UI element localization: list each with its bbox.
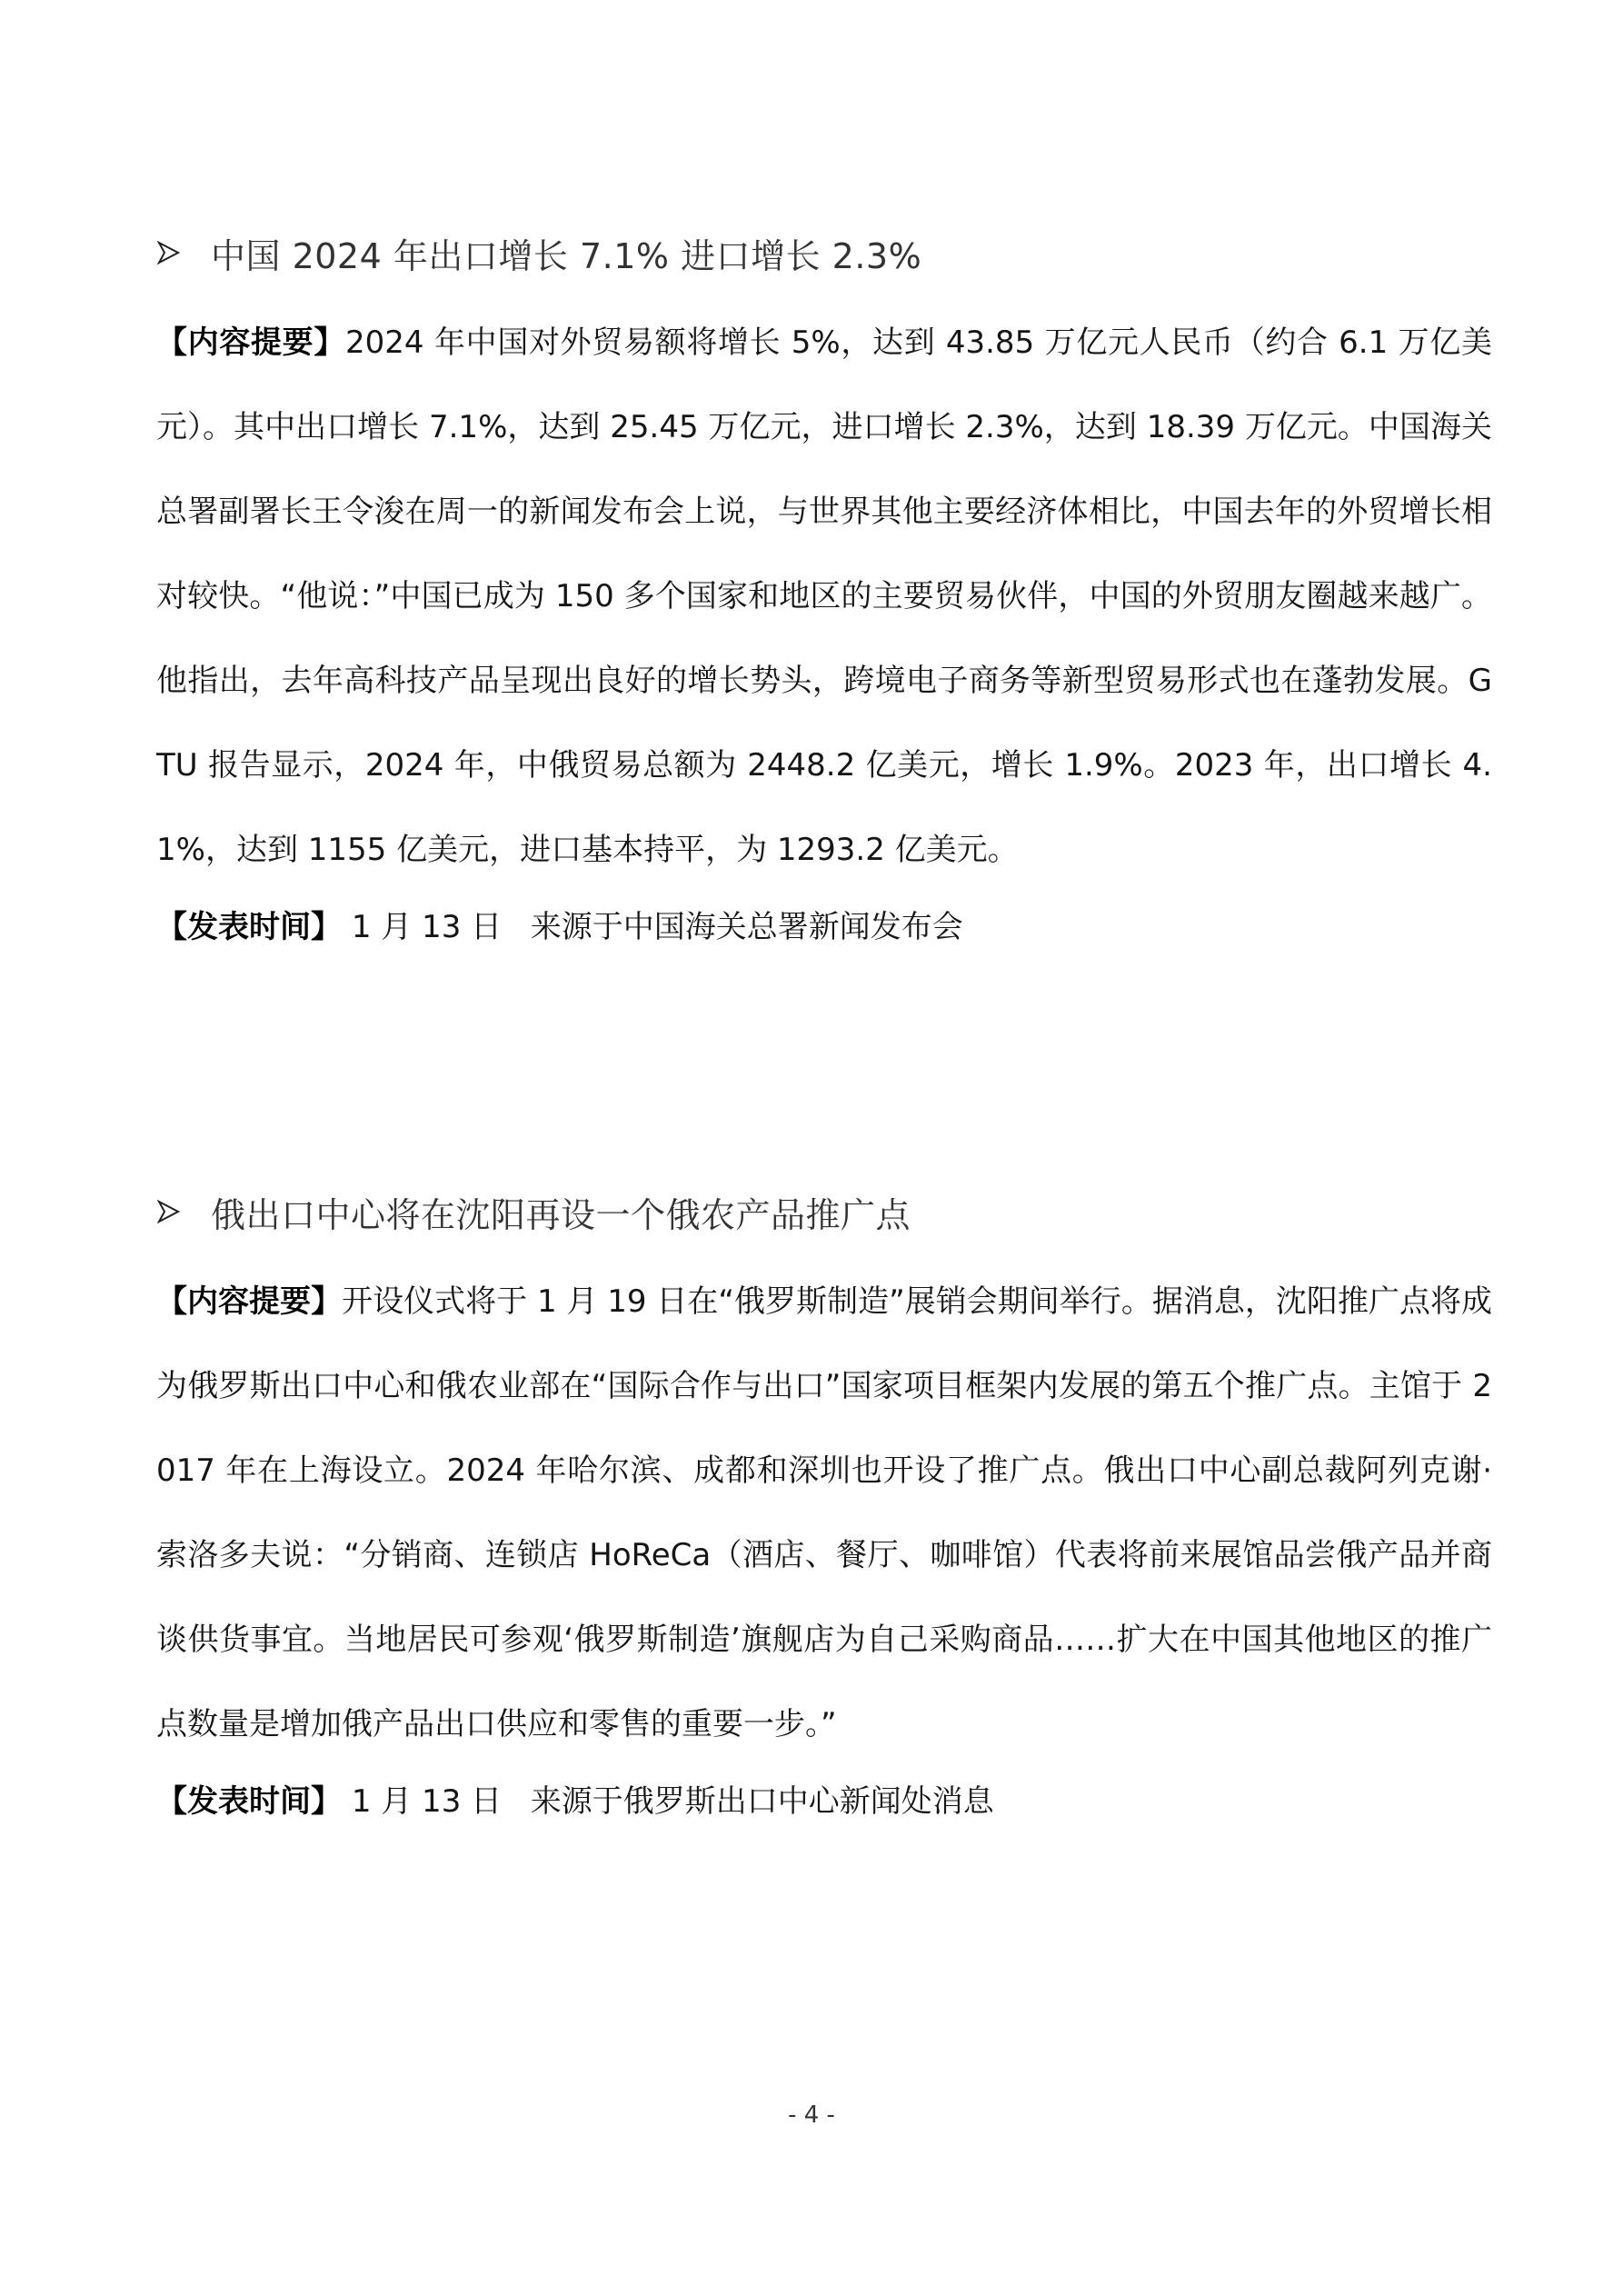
page-number: - 4 - <box>788 2101 835 2129</box>
date-label: 【发表时间】 <box>156 1783 342 1820</box>
article-title: 中国 2024 年出口增长 7.1% 进口增长 2.3% <box>211 235 922 276</box>
article-summary <box>156 301 1492 893</box>
article-source: 来源于俄罗斯出口中心新闻处消息 <box>530 1783 994 1820</box>
summary-text: 开设仪式将于 1 月 19 日在“俄罗斯制造”展销会期间举行。据消息，沈阳推广点将成为俄罗斯出口中心和俄农业部在“国际合作与出口”国家项目框架内发展的第五个推广点。主馆于 2017 年在上海设立。2024 年哈尔滨、成都和深圳也开设了推广点。俄出口中心副总裁阿列克谢·索洛多夫说：“分销商、连锁店 HoReCa（酒店、餐厅、咖啡馆）代表将前来展馆品尝俄产品并商谈供货事宜。当地居民可参观‘俄罗斯制造’旗舰店为自己采购商品……扩大在中国其他地区的推广点数量是增加俄产品出口供应和零售的重要一步。” <box>156 1283 1492 1742</box>
publish-date: 1 月 13 日 <box>351 1783 503 1820</box>
article-summary <box>156 1260 1492 1767</box>
publish-date: 1 月 13 日 <box>351 909 503 945</box>
article-heading <box>156 1180 1492 1243</box>
arrow-bullet-icon <box>156 1200 211 1223</box>
summary-label: 【内容提要】 <box>156 324 345 361</box>
news-article <box>156 1180 1492 1829</box>
news-article <box>156 221 1492 954</box>
article-meta <box>156 900 1492 954</box>
summary-label: 【内容提要】 <box>156 1283 343 1320</box>
article-heading <box>156 221 1492 285</box>
summary-text: 2024 年中国对外贸易额将增长 5%，达到 43.85 万亿元人民币（约合 6.1 万亿美元）。其中出口增长 7.1%，达到 25.45 万亿元，进口增长 2.3%，达到 18.39 万亿元。中国海关总署副署长王令浚在周一的新闻发布会上说，与世界其他主要经济体相比，中国去年的外贸增长相对较快。“他说：”中国已成为 150 多个国家和地区的主要贸易伙伴，中国的外贸朋友圈越来越广。他指出，去年高科技产品呈现出良好的增长势头，跨境电子商务等新型贸易形式也在蓬勃发展。GTU 报告显示，2024 年，中俄贸易总额为 2448.2 亿美元，增长 1.9%。2023 年，出口增长 4.1%，达到 1155 亿美元，进口基本持平，为 1293.2 亿美元。 <box>156 324 1493 868</box>
date-label: 【发表时间】 <box>156 909 342 945</box>
article-source: 来源于中国海关总署新闻发布会 <box>530 909 963 945</box>
arrow-bullet-icon <box>156 241 211 265</box>
article-meta <box>156 1774 1492 1829</box>
article-title: 俄出口中心将在沈阳再设一个俄农产品推广点 <box>211 1194 911 1235</box>
